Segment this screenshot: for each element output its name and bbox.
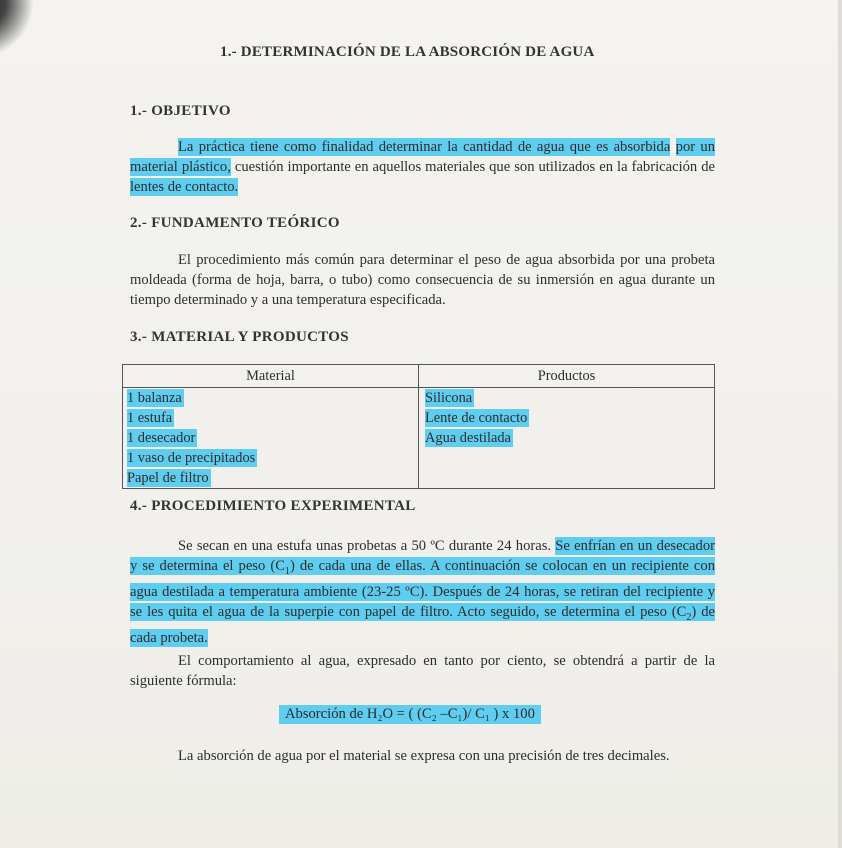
document-title: 1.- DETERMINACIÓN DE LA ABSORCIÓN DE AGUA bbox=[220, 44, 595, 60]
heading-fundamento: 2.- FUNDAMENTO TEÓRICO bbox=[130, 215, 340, 231]
highlight-objetivo-2: por un material plástico, bbox=[130, 139, 715, 175]
page-corner-shadow bbox=[0, 0, 50, 60]
material-item: 1 estufa bbox=[127, 410, 173, 426]
precision-paragraph: La absorción de agua por el material se expresa con una precisión de tres decimales. bbox=[178, 748, 670, 764]
absorption-formula: Absorción de H₂O = ( (C₂ –C₁)/ C₁ ) x 100 bbox=[279, 705, 541, 724]
products-cell bbox=[419, 388, 715, 489]
procedimiento-text-a: Se secan en una estufa unas probetas a 50 ºC durante 24 horas. bbox=[178, 538, 556, 554]
material-item: 1 desecador bbox=[127, 430, 196, 446]
highlight-objetivo-3: lentes de contacto. bbox=[130, 179, 239, 195]
material-table bbox=[122, 364, 715, 489]
materials-cell bbox=[123, 388, 419, 489]
product-item: Lente de contacto bbox=[425, 410, 528, 426]
procedimiento-paragraph bbox=[130, 536, 715, 648]
product-item: Agua destilada bbox=[425, 430, 511, 446]
material-item: Papel de filtro bbox=[127, 470, 209, 486]
highlight-procedimiento: Se enfrían en un desecador y se determina el peso $(C_1)$ de cada una de ellas. A continuación se colocan en un recipiente con agua destilada a temperatura ambiente (23-25 ºC). Después de 24 horas, se retiran del recipiente y se les quita el agua de la superpie con papel de filtro. Acto seguido, se determina el peso $(C_2)$ de cada probeta. bbox=[130, 538, 715, 646]
objetivo-text-1: cuestión importante en aquellos materiales que son utilizados bbox=[230, 159, 596, 175]
formula-intro-paragraph: El comportamiento al agua, expresado en tanto por ciento, se obtendrá a partir de la siguiente fórmula: bbox=[130, 653, 715, 689]
heading-procedimiento: 4.- PROCEDIMIENTO EXPERIMENTAL bbox=[130, 498, 416, 514]
heading-material: 3.- MATERIAL Y PRODUCTOS bbox=[130, 329, 349, 345]
page-right-edge bbox=[838, 0, 842, 848]
objetivo-paragraph bbox=[130, 137, 715, 197]
objetivo-text-2: en la fabricación de bbox=[599, 159, 715, 175]
product-item: Silicona bbox=[425, 390, 473, 406]
highlight-objetivo-1: La práctica tiene como finalidad determinar la cantidad de agua que es absorbida bbox=[178, 139, 671, 155]
material-column-header: Material bbox=[123, 365, 419, 388]
fundamento-paragraph: El procedimiento más común para determinar el peso de agua absorbida por una probeta moldeada (forma de hoja, barra, o tubo) como consecuencia de su inmersión en agua durante un tiempo determinado y a una temperatura especificada. bbox=[130, 252, 715, 308]
heading-objetivo: 1.- OBJETIVO bbox=[130, 103, 231, 119]
material-item: 1 balanza bbox=[127, 390, 182, 406]
material-item: 1 vaso de precipitados bbox=[127, 450, 256, 466]
productos-column-header: Productos bbox=[419, 365, 715, 388]
